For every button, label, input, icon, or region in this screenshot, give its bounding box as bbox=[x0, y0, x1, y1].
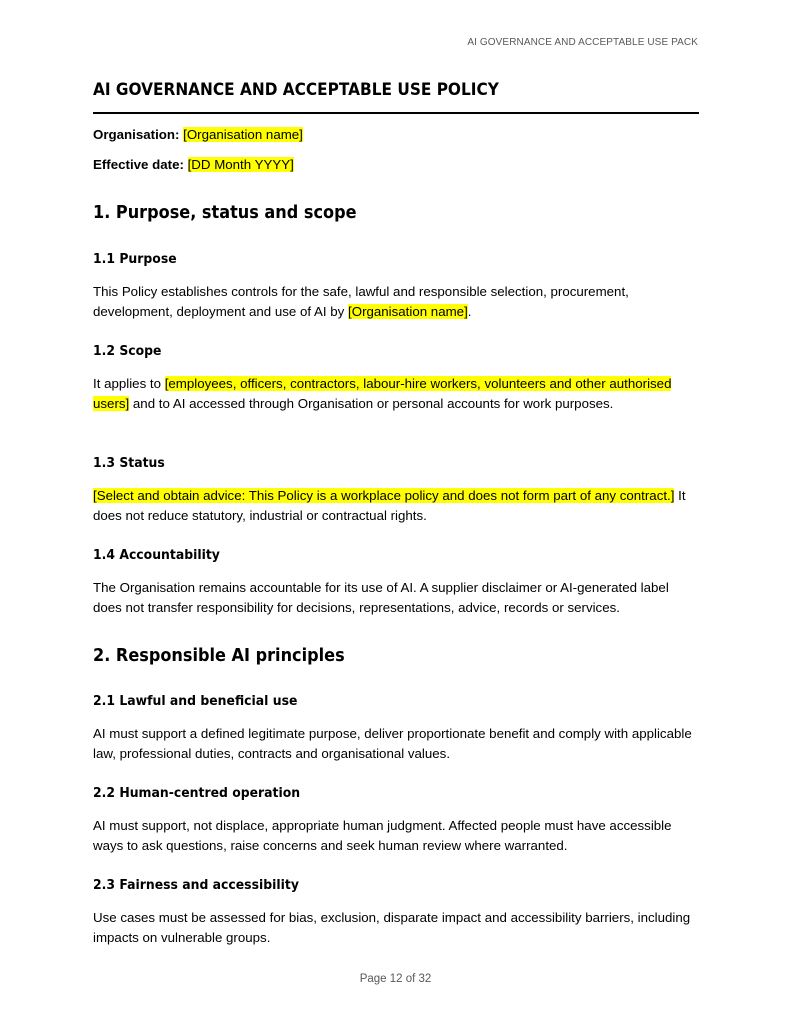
purpose-paragraph bbox=[93, 282, 699, 321]
scope-text: It applies to bbox=[93, 376, 165, 391]
title-divider bbox=[93, 112, 699, 114]
organisation-field bbox=[93, 126, 303, 144]
subsection-heading-accountability: 1.4 Accountability bbox=[93, 547, 220, 563]
purpose-text-end: . bbox=[467, 303, 472, 319]
effective-date-label: Effective date: bbox=[93, 157, 184, 172]
accountability-paragraph: The Organisation remains accountable for its use of AI. A supplier disclaimer or AI-generated label does not transfer responsibility for decisions, representations, advice, records or services. bbox=[93, 580, 669, 615]
subsection-heading-purpose: 1.1 Purpose bbox=[93, 251, 177, 267]
status-text: It does not reduce statutory, industrial or contractual rights. bbox=[93, 488, 686, 523]
human-centred-paragraph: AI must support, not displace, appropriate human judgment. Affected people must have accessible ways to ask questions, raise concerns and seek human review where warranted. bbox=[93, 818, 672, 853]
subsection-heading-scope: 1.2 Scope bbox=[93, 343, 162, 359]
section-heading-responsible-ai-principles: 2. Responsible AI principles bbox=[93, 646, 345, 666]
running-header: AI GOVERNANCE AND ACCEPTABLE USE PACK bbox=[467, 37, 698, 48]
fairness-paragraph: Use cases must be assessed for bias, exclusion, disparate impact and accessibility barriers, including impacts on vulnerable groups. bbox=[93, 910, 691, 945]
section-heading-purpose-status-scope: 1. Purpose, status and scope bbox=[93, 203, 357, 223]
purpose-text: This Policy establishes controls for the safe, lawful and responsible selection, procurement, development, deployment and use of AI by bbox=[93, 284, 629, 319]
subsection-heading-status: 1.3 Status bbox=[93, 455, 165, 471]
page-number: Page 12 of 32 bbox=[359, 973, 432, 985]
subsection-heading-fairness-accessibility: 2.3 Fairness and accessibility bbox=[93, 877, 299, 893]
document-title: AI GOVERNANCE AND ACCEPTABLE USE POLICY bbox=[93, 80, 499, 99]
organisation-label: Organisation: bbox=[93, 127, 180, 142]
status-paragraph bbox=[93, 486, 699, 525]
organisation-placeholder: [Organisation name] bbox=[183, 127, 303, 142]
effective-date-field bbox=[93, 156, 294, 174]
status-placeholder: [Select and obtain advice: This Policy is a workplace policy and does not form part of any contract.] bbox=[93, 488, 675, 503]
effective-date-placeholder: [DD Month YYYY] bbox=[187, 157, 294, 172]
subsection-heading-human-centred-operation: 2.2 Human-centred operation bbox=[93, 785, 301, 801]
scope-text-end: and to AI accessed through Organisation or personal accounts for work purposes. bbox=[129, 395, 614, 411]
lawful-use-paragraph: AI must support a defined legitimate purpose, deliver proportionate benefit and comply with applicable law, professional duties, contracts and organisational values. bbox=[93, 726, 692, 761]
scope-paragraph bbox=[93, 374, 699, 413]
scope-placeholder: [employees, officers, contractors, labour-hire workers, volunteers and other authorised users] bbox=[93, 376, 672, 411]
subsection-heading-lawful-beneficial-use: 2.1 Lawful and beneficial use bbox=[93, 693, 298, 709]
organisation-name-placeholder: [Organisation name] bbox=[348, 303, 468, 319]
